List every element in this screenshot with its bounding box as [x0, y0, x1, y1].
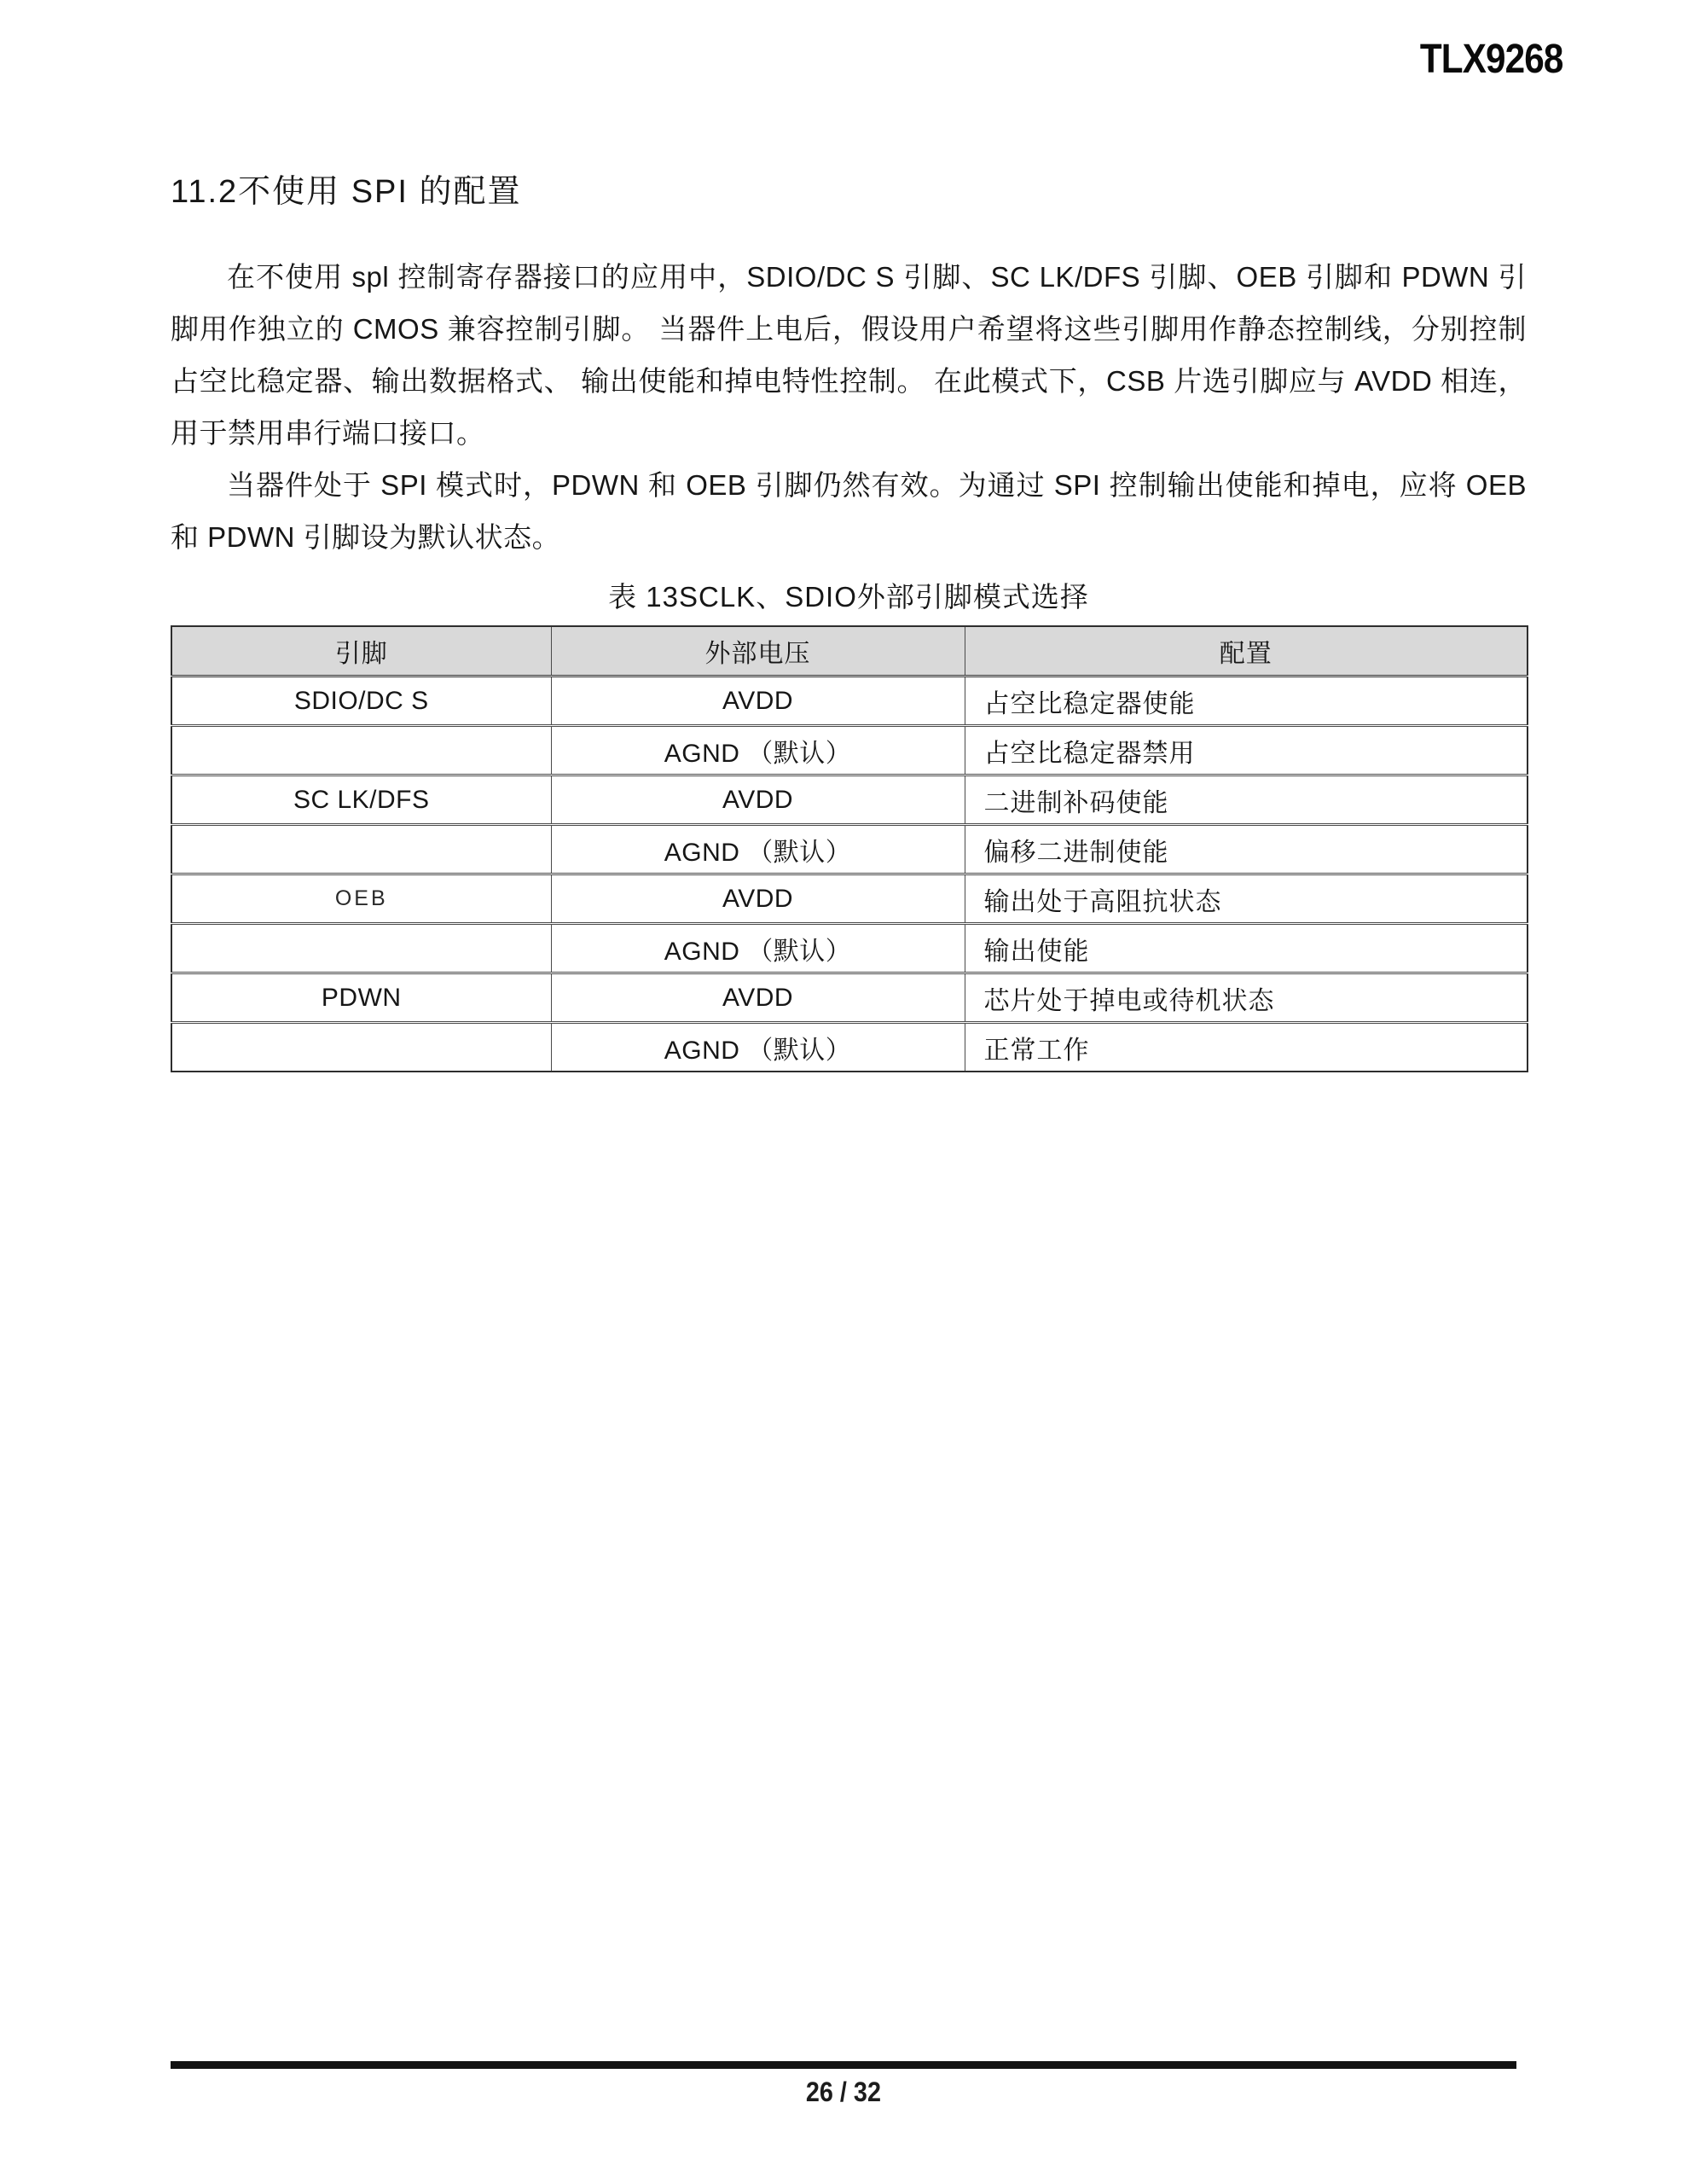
table-cell-pin: PDWN [171, 973, 551, 1023]
page-number-text: 26 / 32 [805, 2077, 882, 2107]
column-header-config: 配置 [965, 626, 1528, 677]
table-header-row [171, 626, 1528, 677]
table-row [171, 973, 1528, 1023]
table-cell-pin: SDIO/DC S [171, 677, 551, 726]
table-cell-pin: OEB [171, 874, 551, 924]
table-cell-pin [171, 924, 551, 973]
table-cell-pin [171, 825, 551, 874]
table-cell-voltage: AVDD [551, 973, 965, 1023]
table-row [171, 775, 1528, 825]
table-row [171, 1023, 1528, 1072]
doc-header [0, 0, 1687, 83]
table-cell-voltage: AVDD [551, 677, 965, 726]
table-cell-config: 输出使能 [965, 924, 1528, 973]
table-cell-voltage: AGND （默认） [551, 1023, 965, 1072]
section-heading: 11.2不使用 SPI 的配置 [171, 174, 522, 210]
table-cell-voltage: AGND （默认） [551, 924, 965, 973]
table-row [171, 924, 1528, 973]
table-cell-config: 输出处于高阻抗状态 [965, 874, 1528, 924]
table-cell-config: 二进制补码使能 [965, 775, 1528, 825]
doc-title: TLX9268 [1419, 37, 1562, 82]
table-cell-pin [171, 726, 551, 775]
table-row [171, 726, 1528, 775]
table-caption: 表 13SCLK、SDIO外部引脚模式选择 [608, 581, 1089, 613]
page-footer [171, 2061, 1516, 2108]
body-paragraph: 当器件处于 SPI 模式时，PDWN 和 OEB 引脚仍然有效。为通过 SPI 控制输出使能和掉电，应将 OEB 和 PDWN 引脚设为默认状态。 [171, 469, 1527, 553]
table-cell-voltage: AGND （默认） [551, 825, 965, 874]
table-cell-config: 芯片处于掉电或待机状态 [965, 973, 1528, 1023]
table-cell-voltage: AVDD [551, 874, 965, 924]
table-cell-voltage: AGND （默认） [551, 726, 965, 775]
pin-mode-table [171, 625, 1528, 1072]
table-row [171, 677, 1528, 726]
footer-rule [171, 2061, 1516, 2069]
column-header-pin: 引脚 [171, 626, 551, 677]
table-cell-config: 偏移二进制使能 [965, 825, 1528, 874]
page-content [171, 165, 1527, 1072]
body-paragraph: 在不使用 spl 控制寄存器接口的应用中，SDIO/DC S 引脚、SC LK/DFS 引脚、OEB 引脚和 PDWN 引脚用作独立的 CMOS 兼容控制引脚。 当器件上电后，假设用户希望将这些引脚用作静态控制线，分别控制占空比稳定器、输出数据格式、 输出使能和掉电特性控制。 在此模式下，CSB 片选引脚应与 AVDD 相连，用于禁用串行端口接口。 [171, 261, 1527, 449]
table-cell-pin [171, 1023, 551, 1072]
column-header-voltage: 外部电压 [551, 626, 965, 677]
table-cell-config: 正常工作 [965, 1023, 1528, 1072]
table-cell-voltage: AVDD [551, 775, 965, 825]
table-cell-pin: SC LK/DFS [171, 775, 551, 825]
table-cell-config: 占空比稳定器禁用 [965, 726, 1528, 775]
table-row [171, 874, 1528, 924]
page-number [171, 2077, 1516, 2108]
table-cell-config: 占空比稳定器使能 [965, 677, 1528, 726]
table-row [171, 825, 1528, 874]
